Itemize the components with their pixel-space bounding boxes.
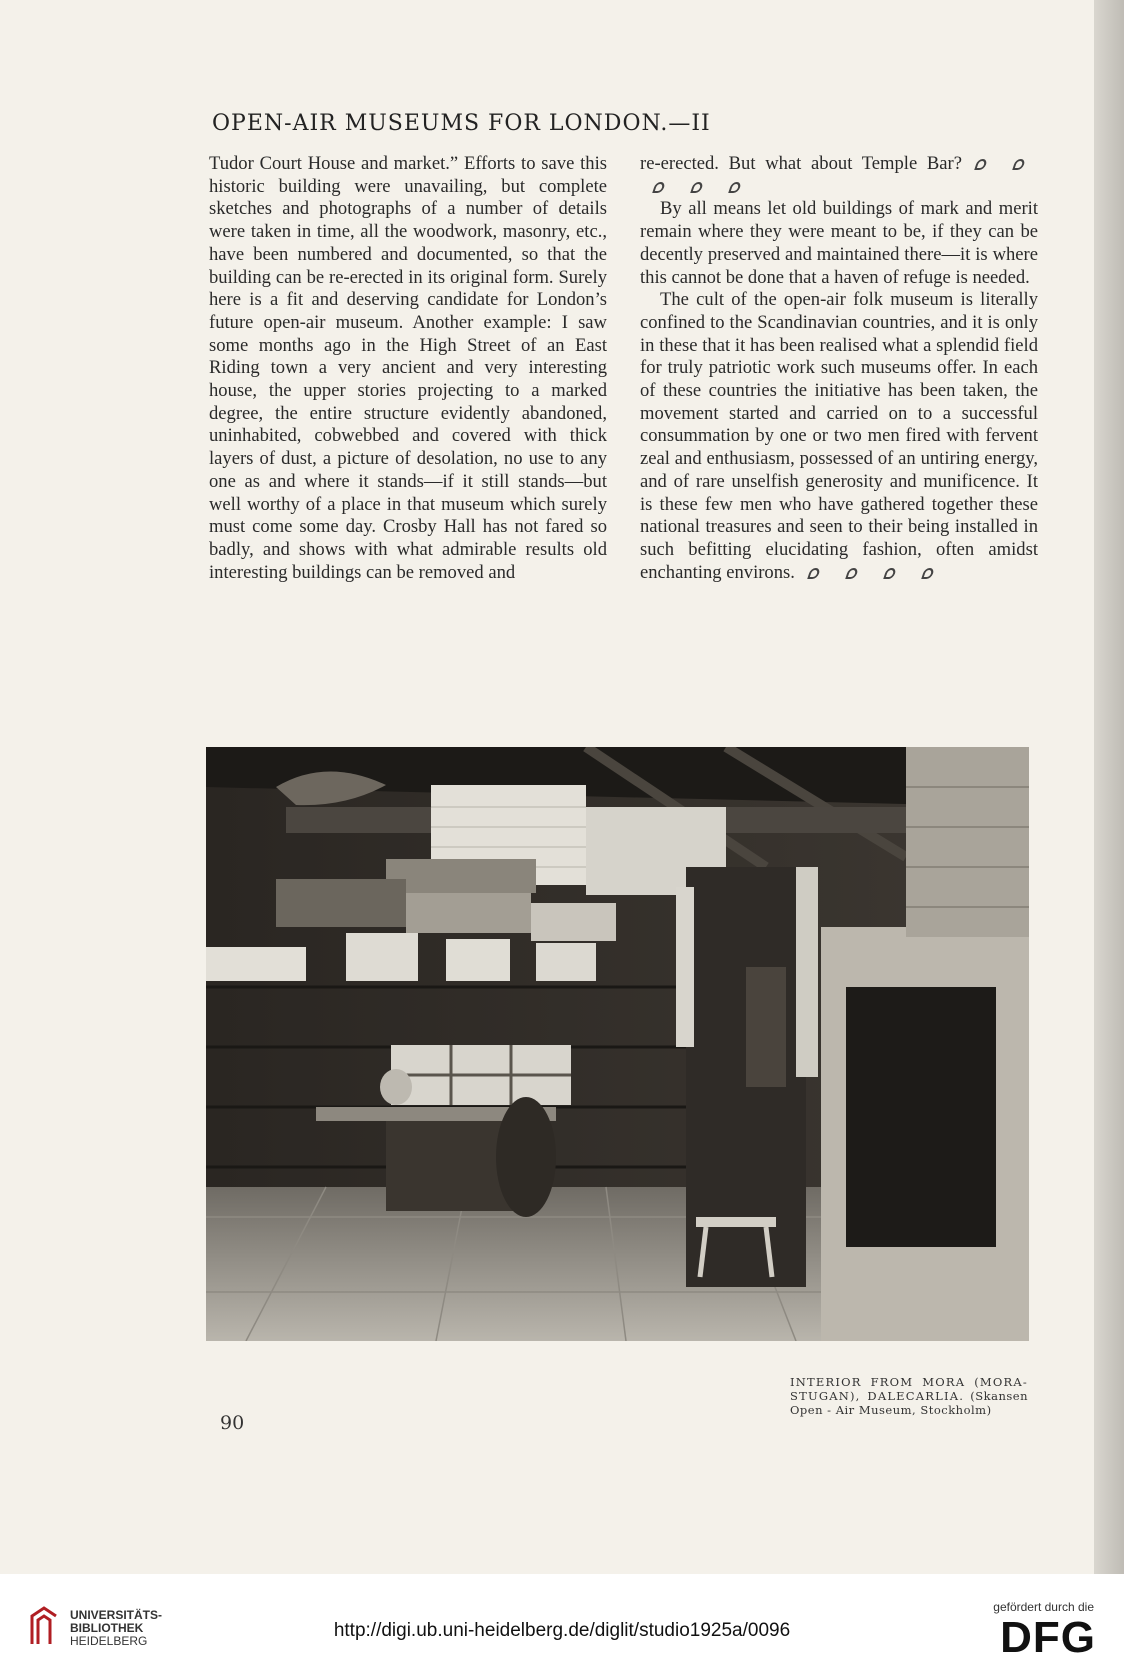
ornament-leaf-icon xyxy=(1012,159,1026,170)
page-number: 90 xyxy=(220,1412,245,1434)
left-column xyxy=(209,153,607,584)
ornament-leaf-icon xyxy=(652,182,666,193)
ornament-leaf-icon xyxy=(728,182,742,193)
permalink[interactable]: http://digi.ub.uni-heidelberg.de/diglit/studio1925a/0096 xyxy=(333,1620,791,1641)
library-line-2: BIBLIOTHEK xyxy=(70,1621,144,1635)
photo-caption xyxy=(790,1375,1028,1417)
right-paragraph-3 xyxy=(640,289,1038,584)
right-paragraph-1 xyxy=(640,153,1038,198)
funding-note: gefördert durch die xyxy=(993,1600,1094,1614)
ornament-leaf-icon xyxy=(883,568,897,579)
running-head: OPEN-AIR MUSEUMS FOR LONDON.—II xyxy=(212,111,711,136)
caption-title: INTERIOR FROM MORA (MORA-STUGAN), DALECARLIA. xyxy=(790,1375,1028,1403)
dfg-logo: DFG xyxy=(1000,1613,1096,1662)
library-line-1: UNIVERSITÄTS- xyxy=(70,1608,163,1622)
ornament-leaf-icon xyxy=(921,568,935,579)
ornament-leaf-icon xyxy=(807,568,821,579)
caption-source: (Skansen Open - Air Museum, Stockholm) xyxy=(790,1389,1028,1417)
left-paragraph: Tudor Court House and market.” Efforts to save this historic building were unavailing, but complete sketches and photographs of a number of details were taken in time, all the woodwork, masonry, etc., have been numbered and documented, so that the building can be re-erected in its original form. Surely here is a fit and deserving candidate for London’s future open-air museum. Another example: I saw some months ago in the High Street of an East Riding town a very ancient and very interesting house, the upper stories projecting to a marked degree, the entire structure evidently abandoned, uninhabited, cobwebbed and covered with thick layers of dust, a picture of desolation, no use to any one as and where it stands—if it still stands—but well worthy of a place in that museum which surely must come some day. Crosby Hall has not fared so badly, and shows with what admirable results old interesting buildings can be removed and xyxy=(209,153,607,583)
right-column xyxy=(640,153,1038,584)
right-paragraph-1-text: re-erected. But what about Temple Bar? xyxy=(640,153,962,174)
digitization-footer xyxy=(0,1574,1124,1678)
ornament-leaf-icon xyxy=(974,159,988,170)
right-paragraph-2: By all means let old buildings of mark and merit remain where they were meant to be, if they can be decently preserved and maintained there—it is where this cannot be done that a haven of refuge is needed. xyxy=(640,198,1038,288)
right-paragraph-3-text: The cult of the open-air folk museum is literally confined to the Scandinavian countries, and it is only in these that it has been realised what a splendid field for truly patriotic work such museums offer. In each of these countries the initiative has been taken, the movement started and carried on to a successful consummation by one or two men fired with fervent zeal and enthusiasm, possessed of an untiring energy, and of rare unselfish generosity and munificence. It is these few men who have gathered together these national treasures and seen to their being installed in such befitting elucidating fashion, often amidst enchanting environs. xyxy=(640,289,1038,583)
ornament-leaf-icon xyxy=(690,182,704,193)
library-line-3: HEIDELBERG xyxy=(70,1634,148,1648)
photograph-drawing xyxy=(206,747,1029,1341)
page-edge xyxy=(1094,0,1124,1574)
interior-photograph xyxy=(206,747,1029,1341)
ornament-leaf-icon xyxy=(845,568,859,579)
